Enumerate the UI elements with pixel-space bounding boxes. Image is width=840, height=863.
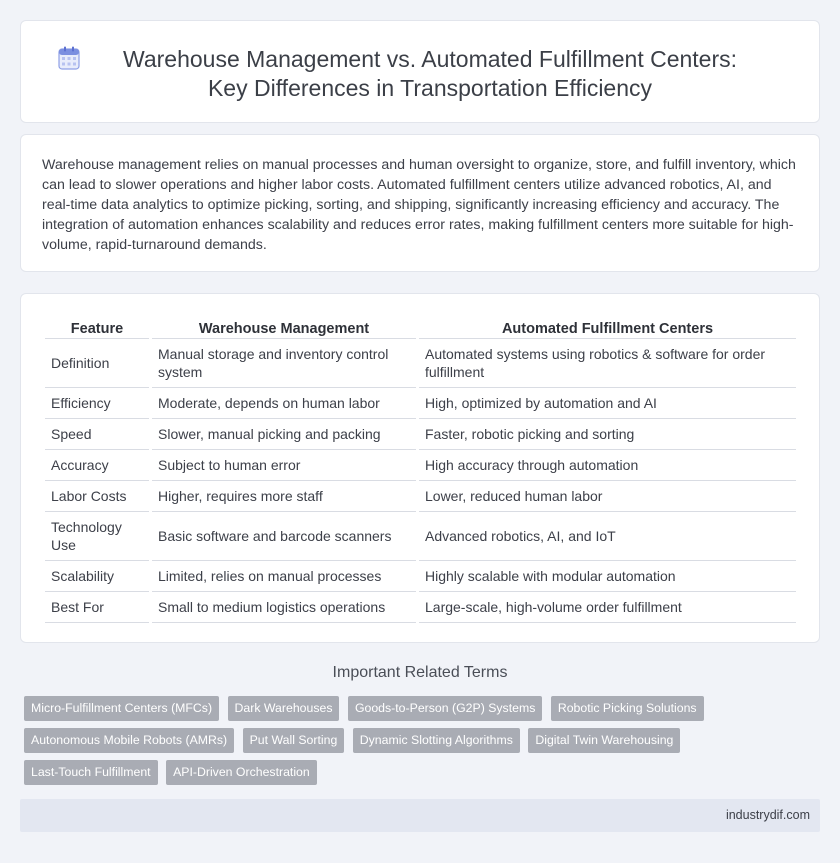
table-row [45,388,796,419]
related-terms-tags [24,696,824,792]
cell-warehouse: Moderate, depends on human labor [152,388,416,419]
cell-automated: Lower, reduced human labor [419,481,796,512]
cell-feature: Accuracy [45,450,149,481]
table-row [45,561,796,592]
cell-automated: Large-scale, high-volume order fulfillment [419,592,796,623]
header-warehouse-management: Warehouse Management [152,317,416,339]
intro-card [20,134,820,272]
cell-automated: High, optimized by automation and AI [419,388,796,419]
related-terms-heading: Important Related Terms [332,664,508,681]
tag-put-wall-sorting[interactable]: Put Wall Sorting [243,728,345,753]
cell-feature: Best For [45,592,149,623]
tag-digital-twin[interactable]: Digital Twin Warehousing [528,728,680,753]
intro-paragraph: Warehouse management relies on manual processes and human oversight to organize, store, and fulfill inventory, which can lead to slower operations and higher labor costs. Automated fulfillment centers utilize advanced robotics, AI, and real-time data analytics to optimize picking, sorting, and shipping, significantly increasing efficiency and accuracy. The integration of automation enhances scalability and reduces error rates, making fulfillment centers more suitable for high-volume, rapid-turnaround demands. [42,157,796,253]
cell-feature: Labor Costs [45,481,149,512]
tag-autonomous-mobile-robots[interactable]: Autonomous Mobile Robots (AMRs) [24,728,234,753]
cell-feature: Technology Use [45,512,149,561]
cell-feature: Definition [45,339,149,388]
tag-dynamic-slotting[interactable]: Dynamic Slotting Algorithms [353,728,520,753]
cell-warehouse: Slower, manual picking and packing [152,419,416,450]
footer-site[interactable]: industrydif.com [725,808,810,822]
tag-dark-warehouses[interactable]: Dark Warehouses [228,696,340,721]
cell-automated: Automated systems using robotics & software for order fulfillment [419,339,796,388]
cell-warehouse: Subject to human error [152,450,416,481]
cell-feature: Scalability [45,561,149,592]
table-row [45,481,796,512]
cell-warehouse: Higher, requires more staff [152,481,416,512]
cell-automated: Faster, robotic picking and sorting [419,419,796,450]
header-feature: Feature [45,317,149,339]
cell-automated: High accuracy through automation [419,450,796,481]
table-row [45,450,796,481]
comparison-card [20,293,820,643]
comparison-table [42,317,799,623]
table-row [45,512,796,561]
table-row [45,592,796,623]
tag-goods-to-person[interactable]: Goods-to-Person (G2P) Systems [348,696,542,721]
title-card [20,20,820,123]
cell-warehouse: Small to medium logistics operations [152,592,416,623]
cell-automated: Advanced robotics, AI, and IoT [419,512,796,561]
cell-automated: Highly scalable with modular automation [419,561,796,592]
tag-api-driven-orchestration[interactable]: API-Driven Orchestration [166,760,317,785]
cell-feature: Efficiency [45,388,149,419]
tag-micro-fulfillment-centers[interactable]: Micro-Fulfillment Centers (MFCs) [24,696,219,721]
cell-warehouse: Limited, relies on manual processes [152,561,416,592]
table-row [45,419,796,450]
cell-warehouse: Manual storage and inventory control system [152,339,416,388]
header-automated-fulfillment: Automated Fulfillment Centers [419,317,796,339]
tag-last-touch-fulfillment[interactable]: Last-Touch Fulfillment [24,760,158,785]
table-row [45,339,796,388]
page-title: Warehouse Management vs. Automated Fulfillment Centers: Key Differences in Transportation Efficiency [122,46,738,101]
tag-robotic-picking[interactable]: Robotic Picking Solutions [551,696,704,721]
table-header-row [45,317,796,339]
cell-warehouse: Basic software and barcode scanners [152,512,416,561]
footer [20,799,820,832]
cell-feature: Speed [45,419,149,450]
